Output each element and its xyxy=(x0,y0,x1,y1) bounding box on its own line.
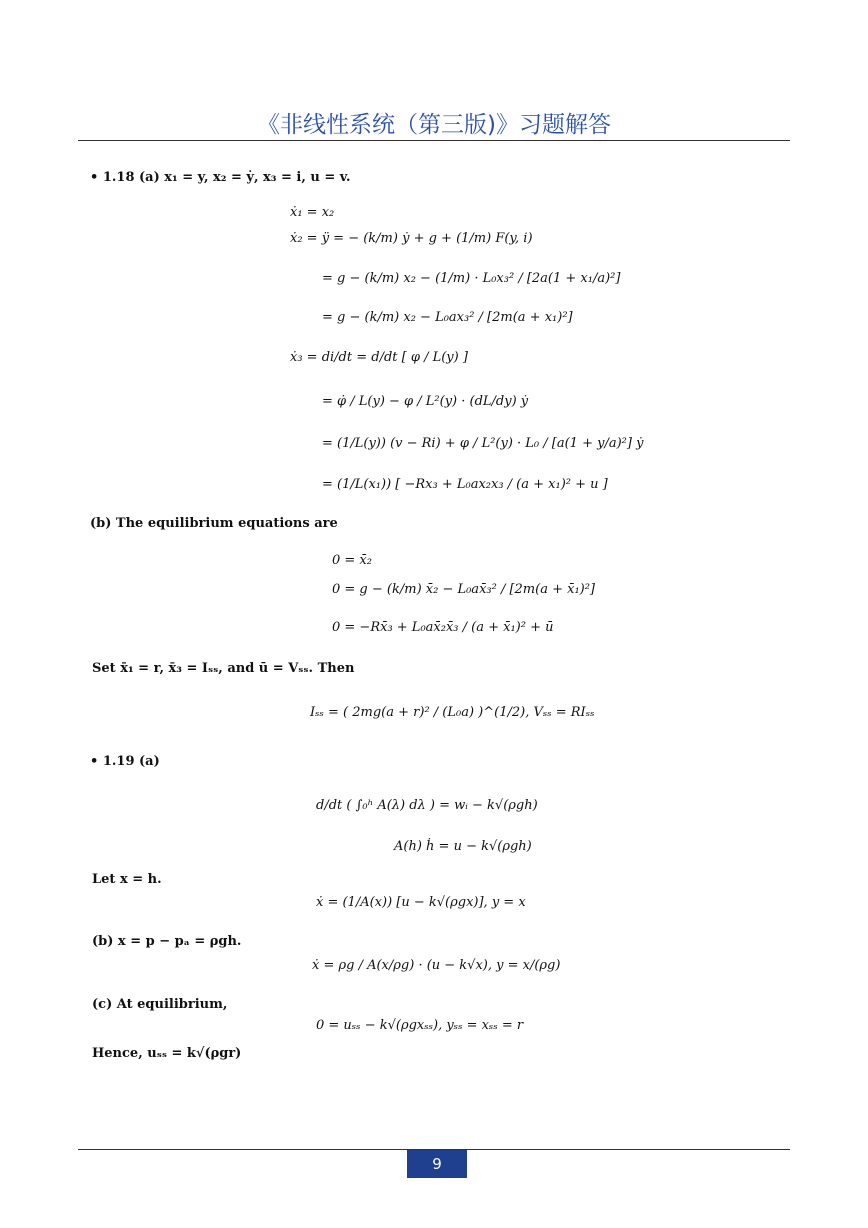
equation: d/dt ( ∫₀ʰ A(λ) dλ ) = wᵢ − k√(ρgh) xyxy=(316,798,538,813)
equation: ẋ = (1/A(x)) [u − k√(ρgx)], y = x xyxy=(316,895,526,910)
equation: ẋ₁ = x₂ xyxy=(290,205,335,220)
hence-line: Hence, uₛₛ = k√(ρgr) xyxy=(92,1046,242,1061)
equation: ẋ = ρg / A(x/ρg) · (u − k√x), y = x/(ρg) xyxy=(312,958,561,973)
equation: 0 = −Rx̄₃ + L₀ax̄₂x̄₃ / (a + x̄₁)² + ū xyxy=(332,620,554,635)
equation: = g − (k/m) x₂ − (1/m) · L₀x₃² / [2a(1 + x₁/a)²] xyxy=(322,271,621,286)
equation: = g − (k/m) x₂ − L₀ax₃² / [2m(a + x₁)²] xyxy=(322,310,573,325)
page-number: 9 xyxy=(407,1150,467,1178)
set-line: Set x̄₁ = r, x̄₃ = Iₛₛ, and ū = Vₛₛ. Then xyxy=(92,661,355,676)
equation: Iₛₛ = ( 2mg(a + r)² / (L₀a) )^(1/2), Vₛₛ = RIₛₛ xyxy=(310,705,595,720)
problem-1-18-heading: • 1.18 (a) x₁ = y, x₂ = ẏ, x₃ = i, u = v. xyxy=(90,170,351,185)
page-title: 《非线性系统（第三版)》习题解答 xyxy=(257,112,611,138)
equation: ẋ₂ = ÿ = − (k/m) ẏ + g + (1/m) F(y, i) xyxy=(290,231,533,246)
equation: 0 = g − (k/m) x̄₂ − L₀ax̄₃² / [2m(a + x̄₁)²] xyxy=(332,582,596,597)
equation: 0 = x̄₂ xyxy=(332,553,372,568)
header-rule xyxy=(78,140,790,141)
part-b-label: (b) The equilibrium equations are xyxy=(90,516,338,531)
equation: A(h) ḣ = u − k√(ρgh) xyxy=(394,839,532,854)
equation: 0 = uₛₛ − k√(ρgxₛₛ), yₛₛ = xₛₛ = r xyxy=(316,1018,524,1033)
equation: = φ̇ / L(y) − φ / L²(y) · (dL/dy) ẏ xyxy=(322,394,529,409)
problem-1-19-heading: • 1.19 (a) xyxy=(90,754,160,769)
part-c-label: (c) At equilibrium, xyxy=(92,997,228,1012)
equation: ẋ₃ = di/dt = d/dt [ φ / L(y) ] xyxy=(290,350,468,365)
let-line: Let x = h. xyxy=(92,872,162,887)
part-b-label: (b) x = p − pₐ = ρgh. xyxy=(92,934,242,949)
equation: = (1/L(x₁)) [ −Rx₃ + L₀ax₂x₃ / (a + x₁)² + u ] xyxy=(322,477,608,492)
equation: = (1/L(y)) (v − Ri) + φ / L²(y) · L₀ / [a(1 + y/a)²] ẏ xyxy=(322,436,644,451)
